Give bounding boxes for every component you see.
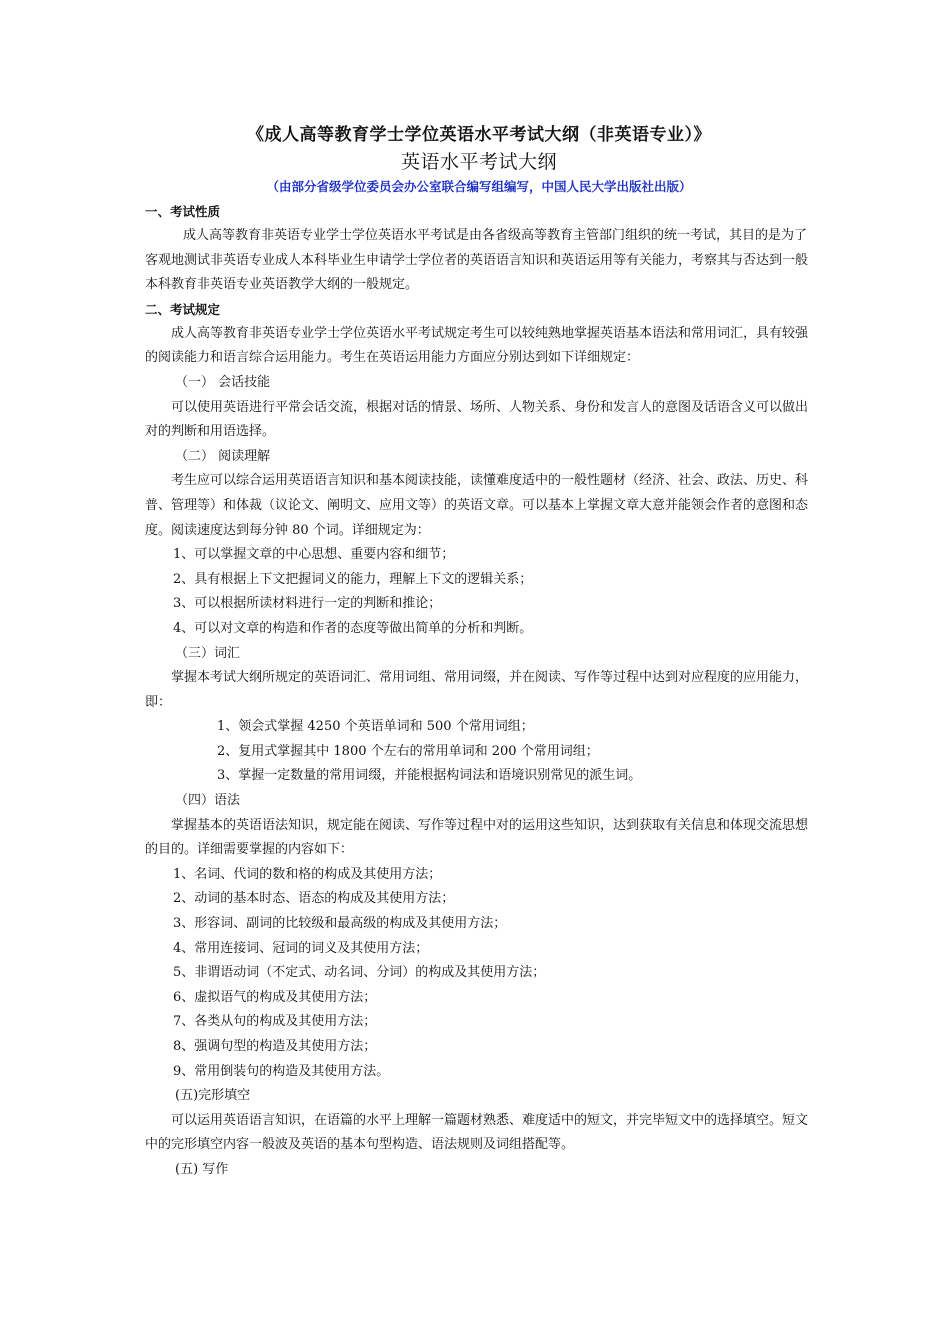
subsection-label-grammar: （四）语法 — [175, 793, 241, 809]
list-item: 1、领会式掌握 4250 个英语单词和 500 个常用词组； — [217, 719, 534, 735]
list-item: 2、复用式掌握其中 1800 个左右的常用单词和 200 个常用词组； — [217, 743, 599, 759]
subsection-label-cloze: (五)完形填空 — [175, 1088, 251, 1104]
publisher-note: （由部分省级学位委员会办公室联合编写组编写，中国人民大学出版社出版） — [266, 179, 692, 194]
list-item: 3、可以根据所读材料进行一定的判断和推论； — [173, 596, 442, 612]
paragraph-vocabulary: 掌握本考试大纲所规定的英语词汇、常用词组、常用词缀，并在阅读、写作等过程中达到对应程度的应用能力，即： — [145, 670, 809, 710]
subsection-label-writing: (五) 写作 — [175, 1161, 229, 1177]
subsection-label-conversation: （一） 会话技能 — [175, 374, 271, 390]
section-heading-nature: 一、考试性质 — [145, 204, 221, 219]
list-item: 6、虚拟语气的构成及其使用方法； — [173, 989, 377, 1005]
list-item: 8、强调句型的构造及其使用方法； — [173, 1039, 377, 1054]
list-item: 2、具有根据上下文把握词义的能力，理解上下文的逻辑关系； — [173, 571, 533, 587]
paragraph-cloze: 可以运用英语语言知识，在语篇的水平上理解一篇题材熟悉、难度适中的短文，并完毕短文中的选择填空。短文中的完形填空内容一般波及英语的基本句型构造、语法规则及词组搭配等。 — [145, 1112, 809, 1153]
document-title: 《成人高等教育学士学位英语水平考试大纲（非英语专业）》 — [247, 125, 711, 145]
list-item: 1、可以掌握文章的中心思想、重要内容和细节； — [173, 547, 455, 563]
list-item: 2、动词的基本时态、语态的构成及其使用方法； — [173, 891, 455, 907]
list-item: 3、形容词、副词的比较级和最高级的构成及其使用方法； — [173, 916, 507, 932]
list-item: 7、各类从句的构成及其使用方法； — [173, 1014, 377, 1030]
list-item: 9、常用倒装句的构造及其使用方法。 — [173, 1063, 390, 1079]
list-item: 5、非谓语动词（不定式、动名词、分词）的构成及其使用方法； — [173, 965, 546, 981]
paragraph-grammar: 掌握基本的英语语法知识，规定能在阅读、写作等过程中对的运用这些知识，达到获取有关信息和体现交流思想的目的。详细需要掌握的内容如下： — [145, 817, 809, 858]
document-page — [145, 122, 813, 1183]
list-item: 1、名词、代词的数和格的构成及其使用方法； — [173, 866, 442, 882]
document-subtitle: 英语水平考试大纲 — [400, 151, 557, 173]
list-item: 4、常用连接词、冠词的词义及其使用方法； — [173, 940, 429, 956]
paragraph-nature: 成人高等教育非英语专业学士学位英语水平考试是由各省级高等教育主管部门组织的统一考试，其目的是为了客观地测试非英语专业成人本科毕业生申请学士学位者的英语语言知识和英语运用等有关能力，考察其与否达到一般本科教育非英语专业英语教学大纲的一般规定。 — [145, 228, 809, 293]
section-heading-rules: 二、考试规定 — [145, 301, 221, 317]
list-item: 4、可以对文章的构造和作者的态度等做出简单的分析和判断。 — [173, 620, 533, 636]
subsection-label-vocabulary: （三）词汇 — [175, 645, 241, 661]
paragraph-conversation: 可以使用英语进行平常会话交流，根据对话的情景、场所、人物关系、身份和发言人的意图及话语含义可以做出对的判断和用语选择。 — [145, 399, 809, 440]
paragraph-rules-intro: 成人高等教育非英语专业学士学位英语水平考试规定考生可以较纯熟地掌握英语基本语法和常用词汇，具有较强的阅读能力和语言综合运用能力。考生在英语运用能力方面应分别达到如下详细规定： — [145, 325, 809, 366]
list-item: 3、掌握一定数量的常用词缀，并能根据构词法和语境识别常见的派生词。 — [217, 768, 642, 784]
paragraph-reading: 考生应可以综合运用英语语言知识和基本阅读技能，读懂难度适中的一般性题材（经济、社会、政法、历史、科普、管理等）和体裁（议论文、阐明文、应用文等）的英语文章。可以基本上掌握文章大意并能领会作者的意图和态度。阅读速度达到每分钟 80 个词。详细规定为： — [145, 473, 809, 538]
subsection-label-reading: （二） 阅读理解 — [175, 448, 271, 464]
